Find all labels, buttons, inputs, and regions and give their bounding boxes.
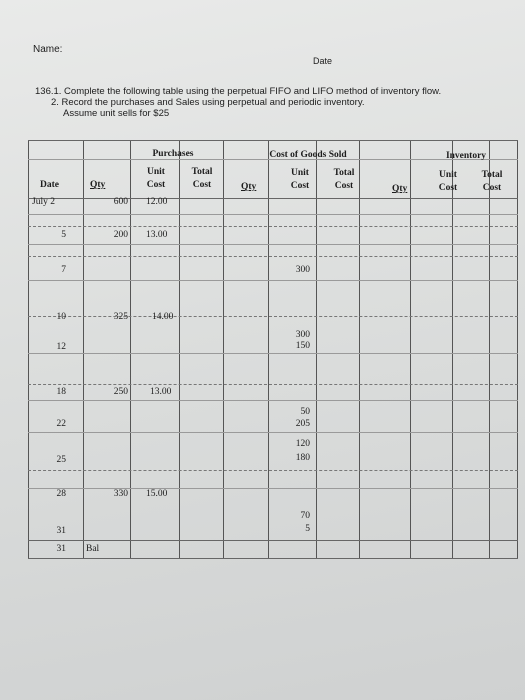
purchase-unit-cost: 14.00 xyxy=(152,312,174,322)
row-date: 25 xyxy=(56,455,66,465)
purchase-unit-cost: 13.00 xyxy=(146,230,168,240)
instructions xyxy=(35,86,441,119)
cogs-unit-header-1: Unit xyxy=(291,168,309,178)
purchase-qty: 200 xyxy=(113,230,128,240)
cogs-qty: 300 xyxy=(295,265,310,275)
cogs-header: Cost of Goods Sold xyxy=(269,150,347,160)
cogs-qty: 150 xyxy=(295,341,310,351)
cogs-unit-header-2: Cost xyxy=(290,181,310,191)
cogs-qty: 205 xyxy=(295,419,310,429)
purchase-qty: 330 xyxy=(113,489,128,499)
purchase-unit-cost: 12.00 xyxy=(146,197,168,207)
instruction-line-2: 2. Record the purchases and Sales using perpetual and periodic inventory. xyxy=(51,97,365,108)
cogs-qty: 300 xyxy=(295,330,310,340)
cogs-qty: 5 xyxy=(305,524,310,534)
purchase-qty: 600 xyxy=(113,197,128,207)
date-col-header: Date xyxy=(40,180,59,190)
date-label: Date xyxy=(313,56,333,66)
purchase-unit-cost: 15.00 xyxy=(146,489,168,499)
purchases-qty-header: Qty xyxy=(90,180,106,190)
cogs-qty: 120 xyxy=(295,439,310,449)
inventory-unit-header-1: Unit xyxy=(439,170,457,180)
cogs-qty: 180 xyxy=(295,453,310,463)
cogs-total-header-2: Cost xyxy=(334,181,354,191)
cogs-qty: 70 xyxy=(300,511,310,521)
purchases-unit-header-1: Unit xyxy=(147,167,165,177)
cogs-total-header-1: Total xyxy=(333,168,355,178)
cogs-qty: 50 xyxy=(300,407,310,417)
inventory-qty-header: Qty xyxy=(392,184,408,194)
row-date: 28 xyxy=(56,489,66,499)
inventory-total-header-1: Total xyxy=(481,170,503,180)
purchases-header: Purchases xyxy=(152,149,194,159)
row-date: 10 xyxy=(56,312,66,322)
row-date: 5 xyxy=(61,230,66,240)
purchase-qty: 250 xyxy=(113,387,128,397)
purchase-qty: 325 xyxy=(113,312,128,322)
row-date: July 2 xyxy=(32,197,55,207)
instruction-line-3: Assume unit sells for $25 xyxy=(63,108,170,119)
name-label: Name: xyxy=(33,44,63,55)
inventory-unit-header-2: Cost xyxy=(438,183,458,193)
purchases-total-header-2: Cost xyxy=(192,180,212,190)
row-date: 12 xyxy=(56,342,66,352)
inventory-table xyxy=(28,140,518,558)
cogs-qty-header: Qty xyxy=(241,182,257,192)
row-date: 31 xyxy=(56,544,66,554)
instruction-line-1: 136.1. Complete the following table using the perpetual FIFO and LIFO method of inventory flow. xyxy=(35,86,442,97)
purchase-unit-cost: 13.00 xyxy=(150,387,172,397)
inventory-header: Inventory xyxy=(445,151,487,161)
row-date: 22 xyxy=(56,419,66,429)
purchases-total-header-1: Total xyxy=(191,167,213,177)
row-date: 18 xyxy=(56,387,66,397)
purchases-unit-header-2: Cost xyxy=(146,180,166,190)
row-date: 31 xyxy=(56,526,66,536)
inventory-total-header-2: Cost xyxy=(482,183,502,193)
balance-label: Bal xyxy=(86,544,100,554)
row-date: 7 xyxy=(61,265,66,275)
